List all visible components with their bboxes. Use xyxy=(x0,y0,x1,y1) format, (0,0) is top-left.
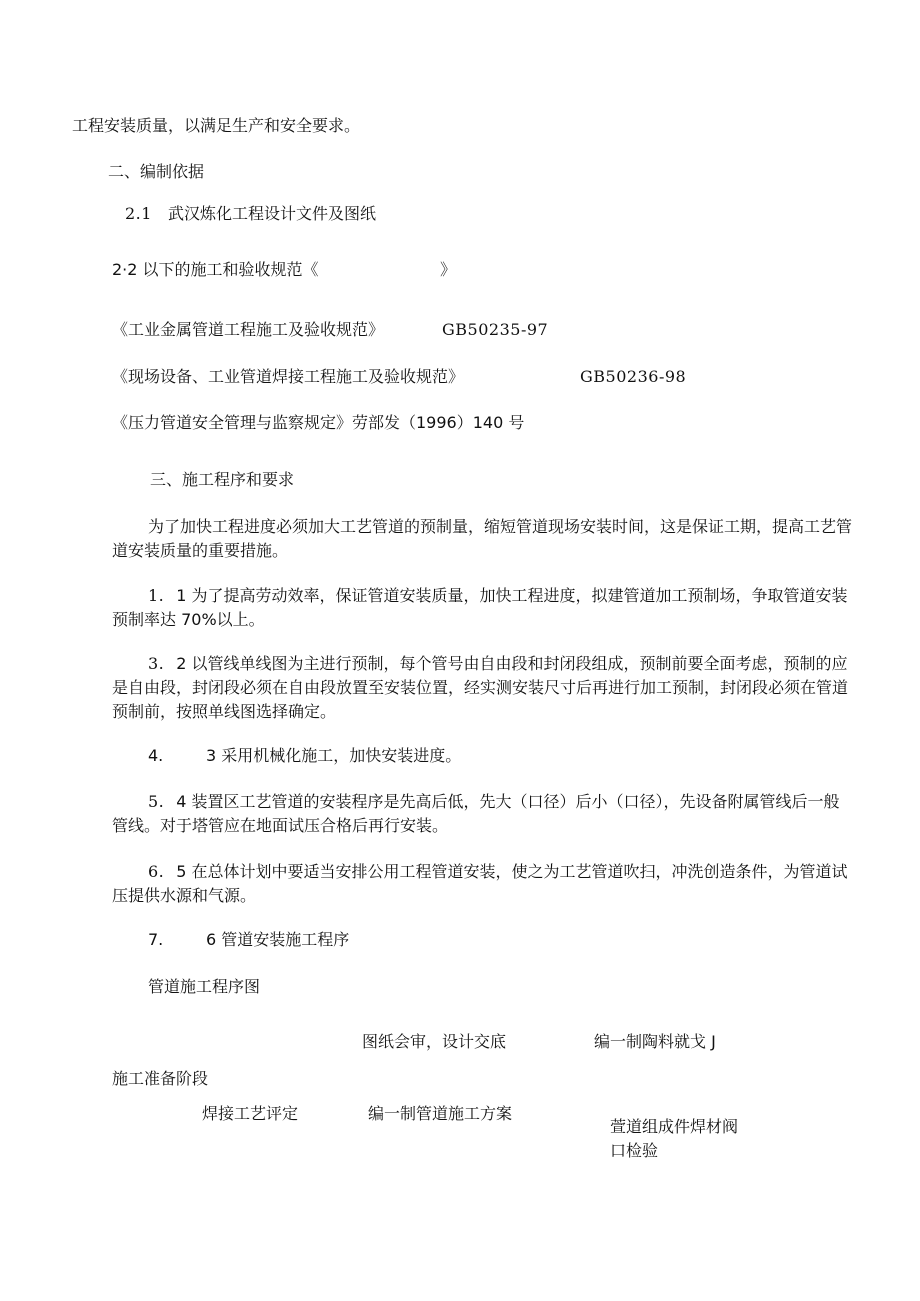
intro-text: 工程安装质量，以满足生产和安全要求。 xyxy=(72,116,361,135)
diagram-box-inspection-line-2: 口检验 xyxy=(610,1141,659,1160)
item-6-number: 6. xyxy=(148,862,165,881)
standard-1-name: 《工业金属管道工程施工及验收规范》 xyxy=(112,320,385,339)
diagram-box-construction-plan: 编一制管道施工方案 xyxy=(368,1104,513,1123)
standard-2-name: 《现场设备、工业管道焊接工程施工及验收规范》 xyxy=(112,367,465,386)
item-6-text: 5 在总体计划中要适当安排公用工程管道安装，使之为工艺管道吹扫，冲洗创造条件，为管道试压提供水源和气源。 xyxy=(112,862,848,905)
standard-2-code: GB50236-98 xyxy=(580,367,687,386)
item-4-text: 3 采用机械化施工，加快安装进度。 xyxy=(206,746,462,765)
diagram-title: 管道施工程序图 xyxy=(148,977,261,996)
diagram-box-welding-evaluation: 焊接工艺评定 xyxy=(202,1104,299,1123)
item-3-number: 3. xyxy=(148,654,165,673)
diagram-box-material-plan: 编一制陶料就戈 J xyxy=(594,1032,716,1051)
item-2-1-text: 武汉炼化工程设计文件及图纸 xyxy=(168,204,377,223)
item-5-number: 5. xyxy=(148,792,165,811)
item-2-2-text: 2·2 以下的施工和验收规范《 xyxy=(112,260,319,279)
item-1 xyxy=(112,584,852,632)
item-3 xyxy=(112,652,852,724)
section-2-heading: 二、编制依据 xyxy=(108,162,205,181)
diagram-box-drawing-review: 图纸会审，设计交底 xyxy=(362,1032,507,1051)
item-5 xyxy=(112,790,852,838)
section-3-intro: 为了加快工程进度必须加大工艺管道的预制量，缩短管道现场安装时间，这是保证工期，提高工艺管道安装质量的重要措施。 xyxy=(112,517,853,560)
item-1-number: 1. xyxy=(148,586,165,605)
item-1-text: 1 为了提高劳动效率，保证管道安装质量，加快工程进度，拟建管道加工预制场，争取管道安装预制率达 70%以上。 xyxy=(112,586,848,629)
item-3-text: 2 以管线单线图为主进行预制，每个管号由自由段和封闭段组成，预制前要全面考虑，预制的应是自由段，封闭段必须在自由段放置至安装位置，经实测安装尺寸后再进行加工预制，封闭段必须在管道预制前，按照单线图选择确定。 xyxy=(112,654,849,721)
diagram-stage-label: 施工准备阶段 xyxy=(112,1069,209,1088)
item-2-1-number: 2.1 xyxy=(125,204,152,223)
diagram-box-inspection-line-1: 萱道组成件焊材阀 xyxy=(610,1117,739,1136)
item-5-text: 4 装置区工艺管道的安装程序是先高后低，先大（口径）后小（口径），先设备附属管线后一般管线。对于塔管应在地面试压合格后再行安装。 xyxy=(112,792,840,835)
standard-3-name: 《压力管道安全管理与监察规定》劳部发（1996）140 号 xyxy=(112,413,525,432)
section-3-heading: 三、施工程序和要求 xyxy=(150,470,295,489)
standard-1-code: GB50235-97 xyxy=(442,320,549,339)
item-7-number: 7. xyxy=(148,930,164,949)
item-2-2-close-bracket: 》 xyxy=(440,260,457,279)
item-7-text: 6 管道安装施工程序 xyxy=(206,930,350,949)
item-6 xyxy=(112,860,852,908)
item-4-number: 4. xyxy=(148,746,164,765)
